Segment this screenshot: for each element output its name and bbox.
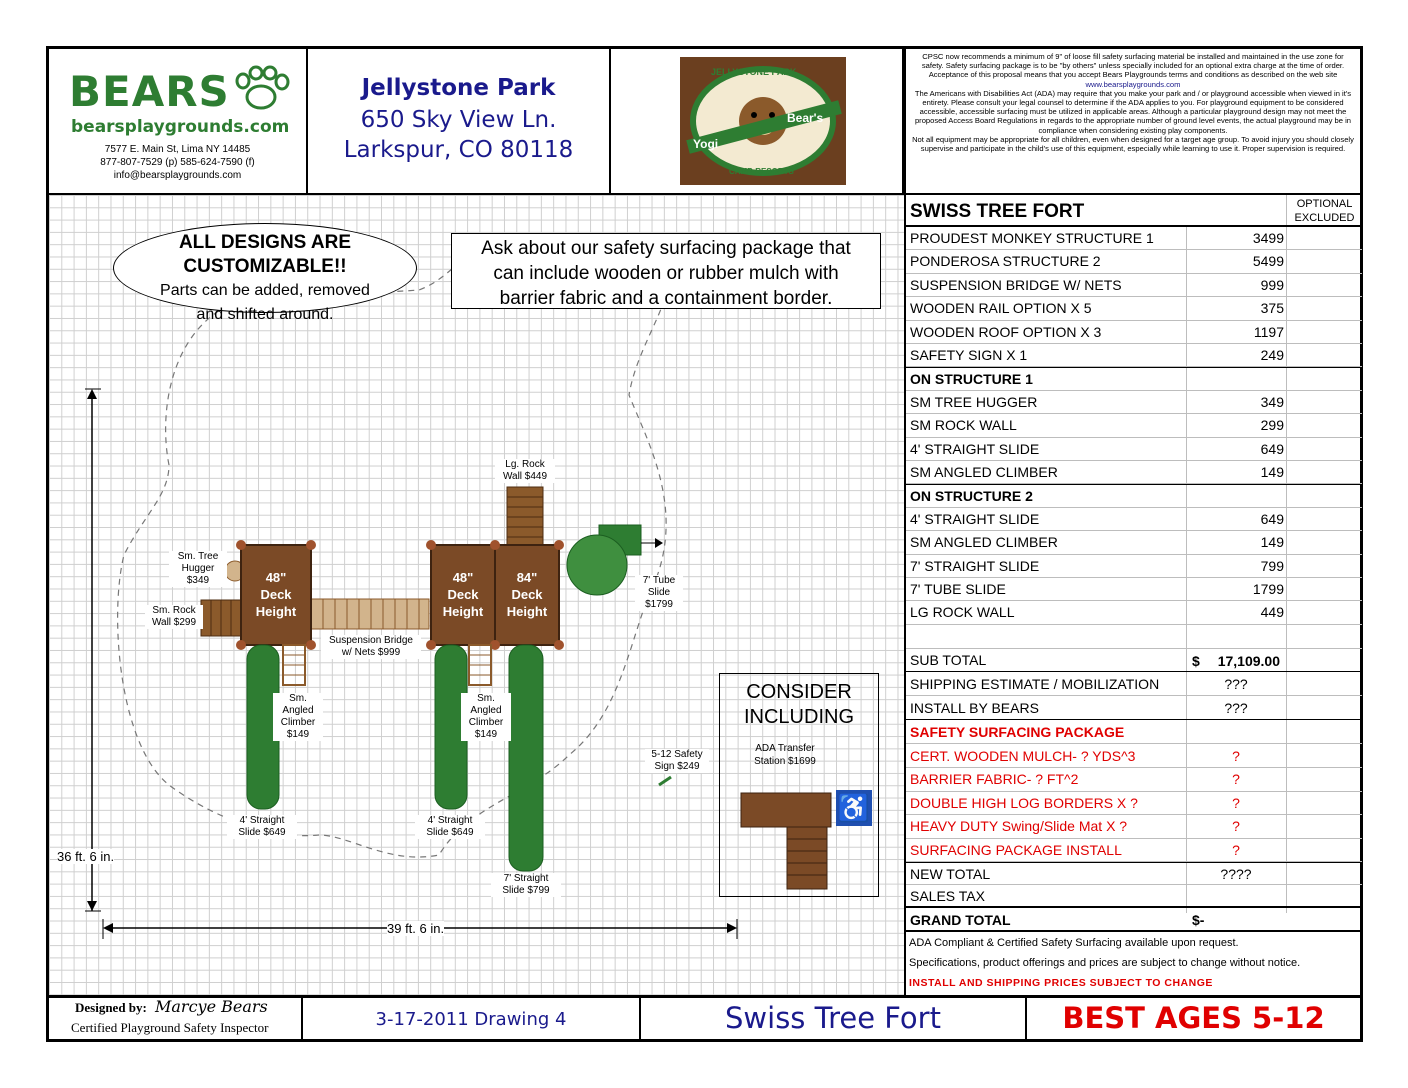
tube-slide-name: 7' Tube (642, 575, 676, 586)
price-item-label: 7' TUBE SLIDE (910, 581, 1006, 597)
title-block (49, 995, 1360, 1039)
customizable-title-1: ALL DESIGNS ARE (178, 232, 352, 253)
sales-tax-label: SALES TAX (910, 888, 985, 904)
deck-3-label (497, 569, 557, 620)
climber-1-line-1: Sm. (289, 693, 307, 704)
slide-2-name: 4' Straight (427, 815, 473, 826)
surfacing-item-label: SURFACING PACKAGE INSTALL (910, 841, 1122, 858)
customizable-body-1: Parts can be added, removed (160, 282, 370, 299)
deck-1-height-word: Height (255, 604, 297, 619)
price-item-value: 299 (1260, 417, 1284, 434)
ada-label-1: ADA Transfer (755, 743, 815, 754)
deck-3-height-word: Height (506, 604, 548, 619)
consider-including-box (719, 673, 879, 897)
designer-name: Marcye Bears (155, 997, 268, 1016)
note-specifications: Specifications, product offerings and prices are subject to change without notice. (909, 957, 1301, 969)
client-block (308, 49, 611, 195)
slide-3-name: 7' Straight (503, 873, 549, 884)
surfacing-row (906, 745, 1362, 768)
price-item-label: WOODEN ROOF OPTION X 3 (910, 323, 1102, 340)
note-ada-surfacing: ADA Compliant & Certified Safety Surfacing available upon request. (909, 937, 1239, 949)
surfacing-line-3: barrier fabric and a containment border. (499, 288, 833, 309)
safety-sign-name: 5-12 Safety (651, 749, 703, 760)
date-drawing: 3-17-2011 Drawing 4 (375, 1009, 567, 1030)
paw-print-icon (231, 65, 291, 113)
price-item-value: 249 (1260, 347, 1284, 363)
price-row (906, 461, 1362, 484)
optional-excluded-header (1286, 197, 1362, 225)
deck-3-height: 84" (516, 570, 538, 585)
price-item-label: WOODEN RAIL OPTION X 5 (910, 300, 1092, 317)
price-item-label: SAFETY SIGN X 1 (910, 347, 1028, 363)
client-city: Larkspur, CO 80118 (343, 137, 574, 163)
price-item-value: 1799 (1252, 581, 1284, 597)
tree-hugger-name-2: Hugger (181, 563, 215, 574)
note-install-shipping: INSTALL AND SHIPPING PRICES SUBJECT TO CHANGE (909, 977, 1213, 989)
price-item-value: 449 (1260, 604, 1284, 621)
height-dimension: 36 ft. 6 in. (57, 849, 115, 864)
client-logo-block (611, 49, 904, 195)
ada-label-2: Station $1699 (754, 756, 816, 767)
price-item-label: SM ANGLED CLIMBER (910, 534, 1058, 551)
price-item-value: 999 (1260, 276, 1284, 293)
slide-1-price: Slide $649 (238, 827, 286, 838)
price-item-label: 4' STRAIGHT SLIDE (910, 440, 1040, 457)
price-item-value: 799 (1260, 557, 1284, 574)
company-phones: 877-807-7529 (p) 585-624-7590 (f) (100, 157, 255, 168)
surfacing-item-value: ? (1232, 818, 1240, 835)
new-total-row (906, 862, 1362, 885)
consider-title-2: INCLUDING (743, 706, 854, 728)
surfacing-line-1: Ask about our safety surfacing package that (481, 238, 851, 259)
price-item-value: 649 (1260, 440, 1284, 457)
subtotal-currency: $ (1192, 653, 1200, 669)
surfacing-item-value: ? (1232, 794, 1240, 811)
install-label: INSTALL BY BEARS (910, 700, 1039, 716)
customizable-title-2: CUSTOMIZABLE!! (183, 256, 347, 277)
large-rock-wall-name: Lg. Rock (505, 459, 545, 470)
tube-slide-price: $1799 (645, 599, 673, 610)
surfacing-row (906, 839, 1362, 862)
bridge-price: w/ Nets $999 (341, 647, 401, 658)
consider-title-1: CONSIDER (746, 681, 852, 703)
drawing-sheet (46, 46, 1363, 1042)
disclaimer-link[interactable]: www.bearsplaygrounds.com (1085, 79, 1181, 89)
surfacing-callout (451, 233, 881, 309)
subtotal-value: 17,109.00 (1217, 653, 1280, 669)
client-logo-top: JELLYSTONE PARK (711, 67, 797, 77)
surfacing-item-label: BARRIER FABRIC- ? FT^2 (910, 771, 1079, 788)
price-item-label: SM ANGLED CLIMBER (910, 464, 1058, 480)
disclaimer-ada: The Americans with Disabilities Act (ADA) may require that you make your park and / or playground accessible when viewed in it's entirety. Please consult your legal counsel to determine if the ADA applies to you. For playground equipment to be considered accessible, accessible surfacing must be utilized in applicable areas. Although a particular playground design may not meet the proposed Access Board Regulations in regards to the appropriate number of ground level events, the actual playground may be in compliance when considering existing play components. (914, 88, 1352, 135)
tube-slide-label (635, 575, 683, 611)
designed-by-label: Designed by: (75, 1000, 147, 1015)
climber-2-price: $149 (474, 729, 498, 740)
climber-1-line-2: Angled (282, 705, 314, 716)
new-total-label: NEW TOTAL (910, 866, 991, 882)
grand-total-value: $- (1192, 912, 1205, 928)
customizable-body-2: and shifted around. (196, 306, 334, 323)
deck-1-word: Deck (260, 587, 292, 602)
company-website: bearsplaygrounds.com (71, 117, 290, 137)
client-logo-left: Yogi (693, 137, 719, 151)
shipping-label: SHIPPING ESTIMATE / MOBILIZATION (910, 676, 1160, 692)
company-block (49, 49, 308, 195)
bridge-name: Suspension Bridge (329, 635, 413, 646)
price-item-value: 349 (1260, 393, 1284, 410)
deck-3-word: Deck (511, 587, 543, 602)
wheelchair-icon: ♿ (836, 790, 872, 826)
subtotal-row (906, 649, 1362, 672)
company-brand: BEARS (69, 67, 230, 116)
climber-2-line-2: Angled (470, 705, 502, 716)
price-item-label: SUSPENSION BRIDGE W/ NETS (910, 276, 1122, 293)
price-row (906, 297, 1362, 320)
surfacing-row (906, 768, 1362, 791)
deck-1-label (246, 569, 306, 620)
company-address: 7577 E. Main St, Lima NY 14485 (104, 144, 251, 155)
designer-cell (49, 998, 303, 1042)
client-logo-bottom: CAMP-RESORTS (729, 167, 794, 176)
price-row (906, 414, 1362, 437)
surfacing-item-value: ? (1232, 841, 1240, 858)
small-rock-wall-label (145, 605, 203, 629)
slide-1-label (227, 815, 297, 839)
climber-1-label (273, 693, 323, 741)
price-row (906, 391, 1362, 414)
price-item-value: 149 (1260, 464, 1284, 480)
grand-total-label: GRAND TOTAL (910, 912, 1011, 928)
deck-2-height: 48" (452, 570, 474, 585)
surfacing-line-2: can include wooden or rubber mulch with (493, 263, 839, 284)
disclaimer-supervision: Not all equipment may be appropriate for all children, even when designed for a target age group. To avoid injury you should closely supervise and participate in the child's use of this equipment, especially while learning to use it. Proper supervision is required. (912, 134, 1354, 154)
install-value: ??? (1224, 700, 1248, 716)
surfacing-item-value: ? (1232, 748, 1240, 764)
tree-hugger-name-1: Sm. Tree (177, 551, 219, 562)
price-item-value: 149 (1260, 534, 1284, 551)
small-rock-wall-name: Sm. Rock (152, 605, 196, 616)
price-row (906, 274, 1362, 297)
safety-sign-price: Sign $249 (654, 761, 700, 772)
price-table (904, 195, 1360, 995)
surfacing-item-label: DOUBLE HIGH LOG BORDERS X ? (910, 794, 1138, 811)
surfacing-item-label: CERT. WOODEN MULCH- ? YDS^3 (910, 748, 1136, 764)
price-row (906, 367, 1362, 390)
small-rock-wall-price: Wall $299 (151, 617, 197, 628)
price-item-label: LG ROCK WALL (910, 604, 1015, 621)
price-row (906, 438, 1362, 461)
surfacing-header: SAFETY SURFACING PACKAGE (910, 724, 1125, 740)
price-item-label: SM TREE HUGGER (910, 393, 1038, 410)
price-table-title: SWISS TREE FORT (910, 201, 1085, 222)
climber-2-line-1: Sm. (477, 693, 495, 704)
optional-header: OPTIONAL (1296, 198, 1353, 210)
price-item-value: 649 (1260, 510, 1284, 527)
price-item-value: 5499 (1252, 253, 1284, 270)
price-item-label: PROUDEST MONKEY STRUCTURE 1 (910, 230, 1154, 246)
slide-3-label (491, 873, 561, 897)
price-row (906, 508, 1362, 531)
company-email: info@bearsplaygrounds.com (113, 170, 242, 181)
ages-cell (1027, 998, 1360, 1042)
width-dimension: 39 ft. 6 in. (387, 921, 445, 936)
price-table-header (906, 195, 1362, 227)
product-name: Swiss Tree Fort (725, 1001, 941, 1035)
bridge-label (321, 635, 421, 659)
shipping-value: ??? (1224, 676, 1248, 692)
date-cell (303, 998, 641, 1042)
slide-1-name: 4' Straight (239, 815, 285, 826)
surfacing-item-value: ? (1232, 771, 1240, 788)
price-item-value: 1197 (1253, 323, 1284, 340)
climber-1-line-3: Climber (280, 717, 316, 728)
surfacing-row (906, 815, 1362, 838)
designer-title: Certified Playground Safety Inspector (71, 1020, 269, 1035)
sales-tax-row (906, 885, 1362, 908)
climber-2-label (461, 693, 511, 741)
price-row (906, 578, 1362, 601)
climber-1-price: $149 (286, 729, 310, 740)
shipping-row (906, 673, 1362, 696)
price-row (906, 601, 1362, 624)
customizable-callout (113, 223, 417, 323)
price-section-header: ON STRUCTURE 2 (910, 488, 1033, 505)
company-contact (49, 143, 306, 182)
client-name: Jellystone Park (361, 75, 556, 101)
product-cell (641, 998, 1027, 1042)
tube-slide-word: Slide (647, 587, 671, 598)
new-total-value: ???? (1220, 866, 1252, 882)
price-row (906, 531, 1362, 554)
price-row (906, 344, 1362, 367)
large-rock-wall-label (495, 459, 555, 483)
subtotal-label: SUB TOTAL (910, 652, 987, 668)
price-row (906, 250, 1362, 273)
surfacing-row (906, 792, 1362, 815)
price-item-label: SM ROCK WALL (910, 417, 1017, 434)
tree-hugger-label (169, 551, 227, 587)
client-logo-right: Bear's (787, 111, 824, 125)
climber-2-line-3: Climber (468, 717, 504, 728)
price-item-label: 4' STRAIGHT SLIDE (910, 510, 1040, 527)
price-row (906, 555, 1362, 578)
deck-2-height-word: Height (442, 604, 484, 619)
excluded-header: EXCLUDED (1294, 212, 1355, 224)
deck-2-word: Deck (447, 587, 479, 602)
price-item-label: PONDEROSA STRUCTURE 2 (910, 253, 1101, 270)
price-item-value: 3499 (1252, 230, 1284, 246)
price-item-value: 375 (1260, 300, 1284, 317)
price-row (906, 321, 1362, 344)
surfacing-header-row (906, 721, 1362, 744)
price-section-header: ON STRUCTURE 1 (910, 371, 1033, 388)
deck-2-label (433, 569, 493, 620)
disclaimer-block (904, 49, 1360, 195)
best-ages: BEST AGES 5-12 (1062, 1001, 1325, 1035)
large-rock-wall-price: Wall $449 (502, 471, 548, 482)
safety-sign-label (645, 749, 709, 773)
price-row (906, 484, 1362, 507)
site-plan-grid (49, 195, 904, 995)
tree-hugger-price: $349 (186, 575, 210, 586)
install-row (906, 697, 1362, 720)
disclaimer-cpsc: CPSC now recommends a minimum of 9" of loose fill safety surfacing material be installed and maintained in the use zone for safety. Safety surfacing package is to be "by others" unless specially included for an optional extra charge at the time of order. Acceptance of this proposal means that you accept Bears Playgrounds terms and conditions as described on the web site (921, 52, 1345, 80)
slide-2-label (415, 815, 485, 839)
deck-1-height: 48" (265, 570, 287, 585)
slide-3-price: Slide $799 (502, 885, 550, 896)
price-item-label: 7' STRAIGHT SLIDE (910, 557, 1040, 574)
slide-2-price: Slide $649 (426, 827, 474, 838)
client-street: 650 Sky View Ln. (360, 107, 557, 133)
surfacing-item-label: HEAVY DUTY Swing/Slide Mat X ? (910, 818, 1128, 835)
grand-total-row (906, 909, 1362, 932)
price-row (906, 227, 1362, 250)
